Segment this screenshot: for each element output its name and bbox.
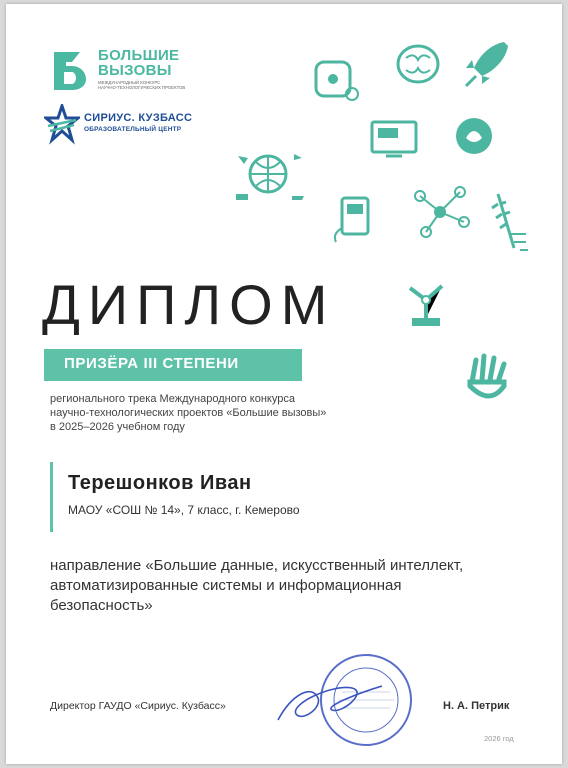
- brain-chip-icon: [316, 62, 358, 100]
- accent-line: [50, 462, 53, 532]
- diploma-sheet: [6, 4, 562, 764]
- sirius-kuzbass-name: СИРИУС. КУЗБАСС: [84, 112, 193, 124]
- place-label: ПРИЗЁРА III СТЕПЕНИ: [64, 355, 239, 372]
- star-logo-icon: [44, 104, 80, 146]
- contest-description: [50, 392, 380, 434]
- contest-line: научно-технологических проектов «Большие вызовы»: [50, 407, 327, 419]
- recipient-name: Терешонков Иван: [68, 472, 252, 494]
- diploma-title: ДИПЛОМ: [42, 273, 336, 336]
- contest-line: в 2025–2026 учебном году: [50, 421, 185, 433]
- bolshie-vyzovy-emblem-icon: [46, 48, 90, 92]
- robot-hand-icon: [470, 356, 504, 396]
- recipient-school: МАОУ «СОШ № 14», 7 класс, г. Кемерово: [68, 503, 300, 517]
- sirius-kuzbass-subtitle: ОБРАЗОВАТЕЛЬНЫЙ ЦЕНТР: [84, 126, 182, 133]
- director-title: Директор ГАУДО «Сириус. Кузбасс»: [50, 700, 226, 712]
- rocket-icon: [466, 42, 508, 86]
- wheat-icon: [492, 194, 528, 250]
- leaf-hands-icon: [456, 118, 492, 154]
- issue-year: 2026 год: [484, 734, 514, 743]
- robot-arm-icon: [410, 286, 442, 326]
- contest-line: регионального трека Международного конкурса: [50, 393, 295, 405]
- direction-line: направление «Большие данные, искусственный интеллект,: [50, 557, 464, 574]
- place-banner: [44, 349, 302, 381]
- brain-icon: [398, 46, 438, 82]
- sirius-kuzbass-logo: [44, 104, 234, 150]
- bolshie-vyzovy-subtitle: МЕЖДУНАРОДНЫЙ КОНКУРС НАУЧНО-ТЕХНОЛОГИЧЕСКИХ ПРОЕКТОВ: [98, 80, 186, 90]
- bolshie-vyzovy-logo: [46, 46, 196, 94]
- molecule-icon: [415, 187, 469, 237]
- signature: [272, 664, 402, 734]
- globe-transport-icon: [236, 154, 304, 200]
- signer-name: Н. А. Петрик: [443, 700, 510, 712]
- medical-device-icon: [335, 198, 368, 242]
- monitor-icon: [372, 122, 416, 156]
- bolshie-vyzovy-name: БОЛЬШИЕ ВЫЗОВЫ: [98, 47, 180, 79]
- direction-line: безопасность»: [50, 597, 153, 614]
- direction-text: [50, 556, 530, 616]
- direction-line: автоматизированные системы и информационная: [50, 577, 402, 594]
